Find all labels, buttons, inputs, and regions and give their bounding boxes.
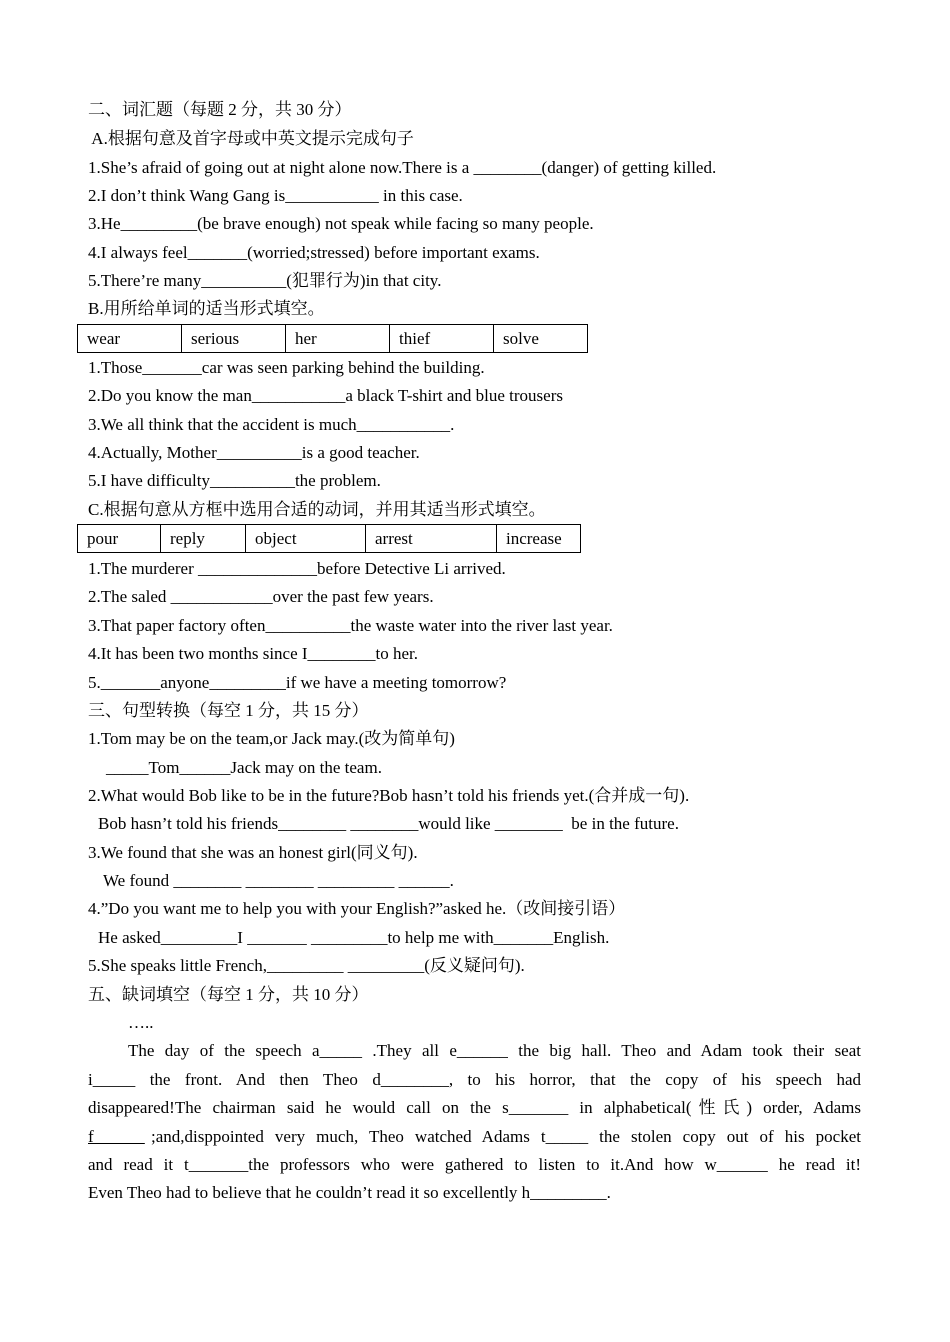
partC-word: arrest bbox=[366, 525, 497, 553]
partB-word: solve bbox=[494, 325, 588, 353]
partC-word-box bbox=[77, 524, 581, 553]
partB-word: thief bbox=[390, 325, 494, 353]
partA-item-2: 2.I don’t think Wang Gang is___________ in this case. bbox=[88, 186, 463, 205]
partC-word: object bbox=[246, 525, 366, 553]
partC-item-2: 2.The saled ____________over the past few years. bbox=[88, 587, 434, 606]
partC-word: pour bbox=[78, 525, 161, 553]
partB-word: wear bbox=[78, 325, 182, 353]
section5-ellipsis: ….. bbox=[128, 1013, 154, 1032]
passage-underlined-blank: f______ bbox=[88, 1127, 145, 1146]
partB-item-2: 2.Do you know the man___________a black T-shirt and blue trousers bbox=[88, 386, 563, 405]
partB-word-box bbox=[77, 324, 588, 353]
section3-answer-2: Bob hasn’t told his friends________ ________would like ________ be in the future. bbox=[98, 814, 679, 833]
partB-item-4: 4.Actually, Mother__________is a good teacher. bbox=[88, 443, 420, 462]
section3-answer-4: He asked_________I _______ _________to help me with_______English. bbox=[98, 928, 610, 947]
partB-item-1: 1.Those_______car was seen parking behind the building. bbox=[88, 358, 485, 377]
section3-answer-3: We found ________ ________ _________ ______. bbox=[103, 871, 454, 890]
section3-question-4: 4.”Do you want me to help you with your English?”asked he.（改间接引语） bbox=[88, 899, 626, 918]
section5-heading: 五、缺词填空（每空 1 分，共 10 分） bbox=[88, 985, 369, 1004]
partA-item-1: 1.She’s afraid of going out at night alone now.There is a ________(danger) of getting killed. bbox=[88, 158, 717, 177]
partA-item-4: 4.I always feel_______(worried;stressed) before important exams. bbox=[88, 243, 540, 262]
passage-line-3: disappeared!The chairman said he would call on the s_______ in alphabetical(性氏) order, Adams bbox=[88, 1098, 861, 1117]
partC-word: increase bbox=[497, 525, 581, 553]
partC-item-3: 3.That paper factory often__________the waste water into the river last year. bbox=[88, 616, 613, 635]
partB-word: her bbox=[286, 325, 390, 353]
section3-question-1: 1.Tom may be on the team,or Jack may.(改为简单句) bbox=[88, 729, 455, 748]
partB-item-3: 3.We all think that the accident is much___________. bbox=[88, 415, 455, 434]
partB-word: serious bbox=[182, 325, 286, 353]
partC-word: reply bbox=[161, 525, 246, 553]
partA-item-3: 3.He_________(be brave enough) not speak while facing so many people. bbox=[88, 214, 594, 233]
section3-heading: 三、句型转换（每空 1 分，共 15 分） bbox=[88, 701, 369, 720]
partB-item-5: 5.I have difficulty__________the problem. bbox=[88, 471, 381, 490]
passage-line-5: and read it t_______the professors who were gathered to listen to it.And how w______ he read it! bbox=[88, 1155, 861, 1174]
partA-item-5: 5.There’re many__________(犯罪行为)in that city. bbox=[88, 271, 442, 290]
passage-line-6: Even Theo had to believe that he couldn’t read it so excellently h_________. bbox=[88, 1183, 611, 1202]
passage-line-2: i_____ the front. And then Theo d________, to his horror, that the copy of his speech had bbox=[88, 1070, 861, 1089]
partB-title: B.用所给单词的适当形式填空。 bbox=[88, 299, 325, 318]
section3-question-3: 3.We found that she was an honest girl(同义句). bbox=[88, 843, 418, 862]
partC-item-4: 4.It has been two months since I________to her. bbox=[88, 644, 419, 663]
partC-title: C.根据句意从方框中选用合适的动词，并用其适当形式填空。 bbox=[88, 500, 546, 519]
partC-item-1: 1.The murderer ______________before Detective Li arrived. bbox=[88, 559, 506, 578]
partC-item-5: 5._______anyone_________if we have a meeting tomorrow? bbox=[88, 673, 507, 692]
section3-answer-1: _____Tom______Jack may on the team. bbox=[106, 758, 382, 777]
section3-question-2: 2.What would Bob like to be in the future?Bob hasn’t told his friends yet.(合并成一句). bbox=[88, 786, 690, 805]
passage-line-1: The day of the speech a_____ .They all e______ the big hall. Theo and Adam took their seat bbox=[128, 1041, 861, 1060]
passage-line-4: ;and,disppointed very much, Theo watched Adams t_____ the stolen copy out of his pocket bbox=[151, 1127, 861, 1146]
section2-heading: 二、词汇题（每题 2 分，共 30 分） bbox=[88, 100, 352, 119]
partA-title: A.根据句意及首字母或中英文提示完成句子 bbox=[88, 129, 414, 148]
section3-question-5: 5.She speaks little French,_________ _________(反义疑问句). bbox=[88, 956, 525, 975]
